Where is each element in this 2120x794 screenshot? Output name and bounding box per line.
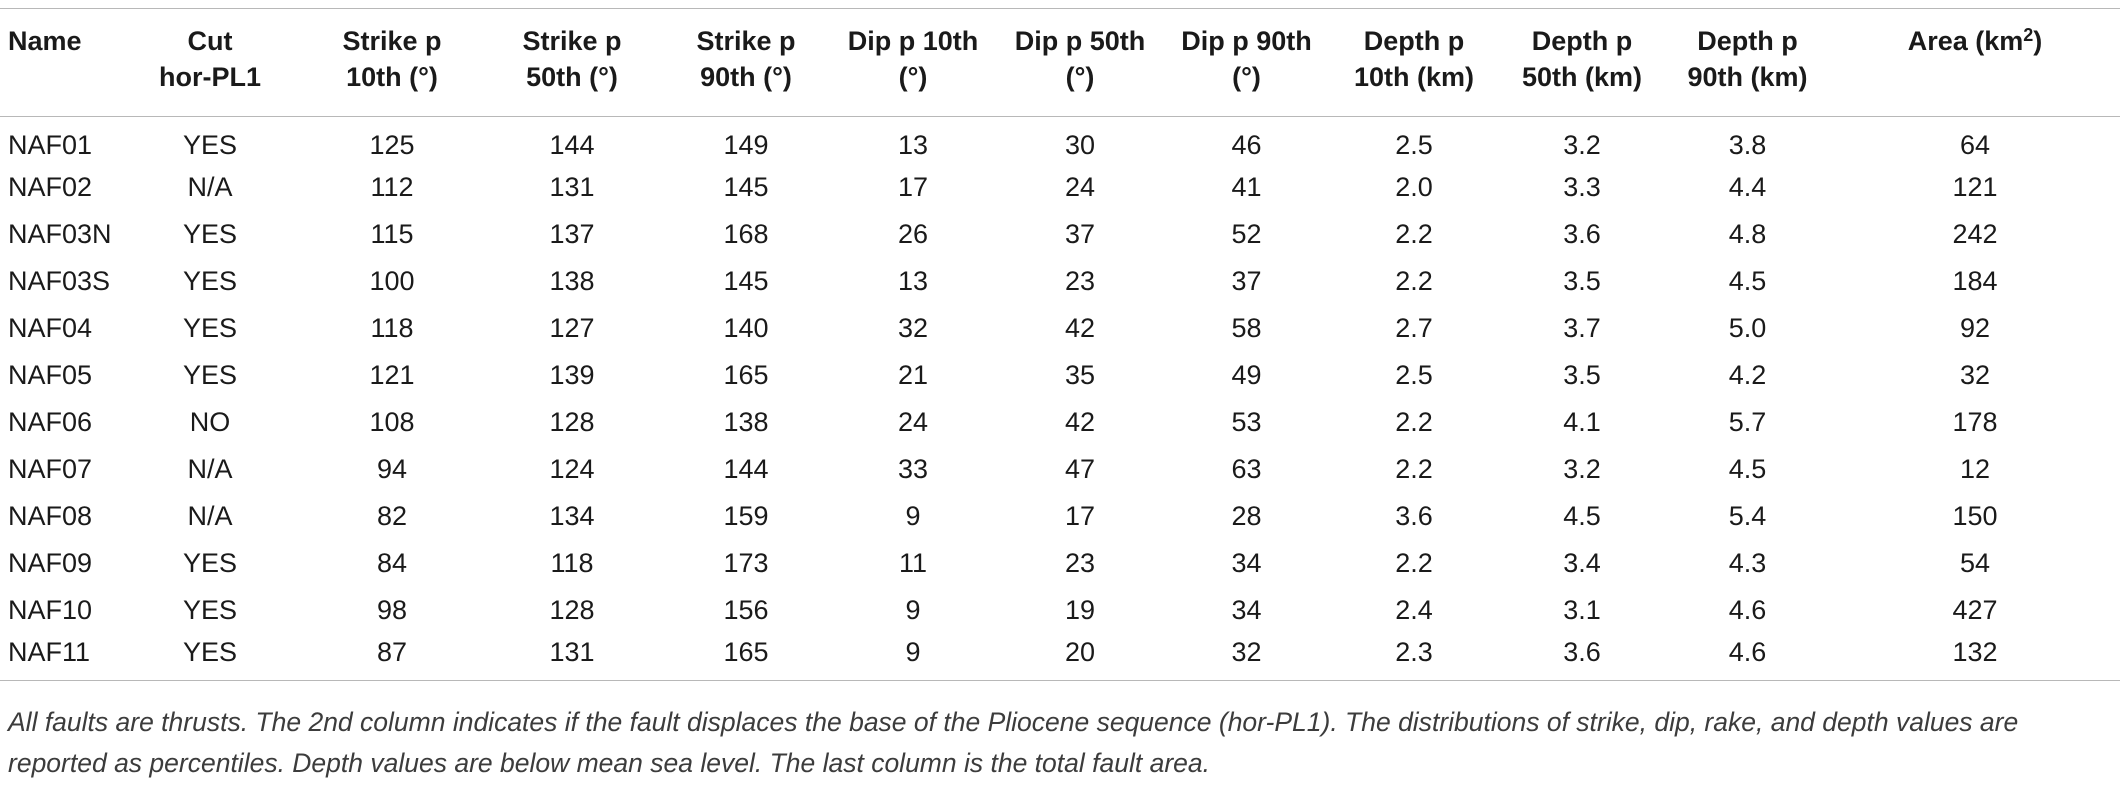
cell-strike-10: 100 (369, 265, 415, 296)
table-row (0, 211, 2120, 258)
cell-depth-10: 2.2 (1395, 453, 1433, 484)
cell-strike-90: 140 (723, 312, 769, 343)
cell-dip-10: 21 (897, 359, 929, 390)
cell-depth-10: 2.7 (1395, 312, 1433, 343)
cell-depth-90: 4.2 (1728, 359, 1767, 390)
cell-strike-50: 128 (549, 594, 595, 625)
cell-strike-50: 124 (549, 453, 595, 484)
cell-area: 178 (1952, 406, 1998, 437)
col-header-depth-10: Depth p 10th (km) (1329, 9, 1499, 117)
table-row (0, 587, 2120, 634)
cell-depth-90: 4.5 (1728, 265, 1767, 296)
cell-strike-90: 156 (723, 594, 769, 625)
cell-strike-10: 121 (369, 359, 415, 390)
cell-cut-hor-pl1: YES (182, 218, 238, 249)
cell-strike-90: 145 (723, 265, 769, 296)
cell-name: NAF07 (8, 453, 93, 484)
cell-strike-10: 87 (376, 637, 408, 668)
col-header-depth-90: Depth p 90th (km) (1665, 9, 1830, 117)
cell-depth-50: 3.6 (1563, 637, 1601, 668)
cell-dip-50: 47 (1064, 453, 1096, 484)
cell-dip-90: 34 (1231, 594, 1262, 625)
cell-dip-90: 49 (1231, 359, 1262, 390)
cell-depth-50: 4.5 (1563, 500, 1601, 531)
cell-strike-90: 168 (723, 218, 769, 249)
cell-name: NAF04 (8, 312, 93, 343)
cell-depth-90: 3.8 (1728, 129, 1767, 160)
cell-dip-10: 13 (897, 265, 929, 296)
cell-dip-90: 52 (1231, 218, 1262, 249)
cell-depth-10: 2.2 (1395, 406, 1433, 437)
cell-dip-90: 53 (1231, 406, 1262, 437)
cell-strike-90: 165 (723, 637, 769, 668)
col-header-dip-50: Dip p 50th (°) (996, 9, 1164, 117)
cell-strike-90: 145 (723, 171, 769, 202)
col-header-area: Area $(km^2)$ (1830, 9, 2120, 117)
cell-area: 184 (1952, 265, 1998, 296)
cell-area: 242 (1952, 218, 1998, 249)
cell-depth-10: 2.2 (1395, 218, 1433, 249)
cell-depth-10: 2.2 (1395, 265, 1433, 296)
cell-strike-10: 98 (376, 594, 408, 625)
cell-dip-10: 17 (897, 171, 929, 202)
cell-depth-90: 5.4 (1728, 500, 1767, 531)
cell-cut-hor-pl1: N/A (187, 500, 233, 531)
cell-dip-90: 32 (1231, 637, 1262, 668)
cell-depth-90: 4.3 (1728, 547, 1767, 578)
cell-strike-10: 94 (376, 453, 408, 484)
cell-dip-50: 19 (1064, 594, 1096, 625)
cell-dip-50: 24 (1064, 171, 1096, 202)
cell-cut-hor-pl1: YES (182, 594, 238, 625)
cell-cut-hor-pl1: YES (182, 547, 238, 578)
cell-area: 32 (1959, 359, 1991, 390)
table-row (0, 634, 2120, 681)
cell-strike-50: 139 (549, 359, 595, 390)
col-header-dip-90: Dip p 90th (°) (1164, 9, 1329, 117)
table-row (0, 493, 2120, 540)
cell-dip-90: 63 (1231, 453, 1262, 484)
cell-strike-90: 165 (723, 359, 769, 390)
cell-depth-90: 4.6 (1728, 637, 1767, 668)
cell-dip-10: 33 (897, 453, 929, 484)
cell-dip-50: 42 (1064, 312, 1096, 343)
cell-area: 64 (1959, 129, 1991, 160)
cell-dip-10: 9 (905, 594, 921, 625)
cell-area: 132 (1952, 637, 1998, 668)
table-footnote: All faults are thrusts. The 2nd column indicates if the fault displaces the base of the Pliocene sequence (hor-PL1). The distributions of strike, dip, rake, and depth values are reported as percentiles. Depth values are below mean sea level. The last column is the total fault area. (8, 707, 2019, 778)
cell-dip-50: 23 (1064, 265, 1096, 296)
cell-strike-10: 118 (370, 312, 414, 343)
cell-cut-hor-pl1: YES (182, 637, 238, 668)
cell-dip-10: 32 (897, 312, 929, 343)
cell-strike-50: 127 (549, 312, 595, 343)
cell-dip-10: 24 (897, 406, 929, 437)
cell-depth-10: 3.6 (1395, 500, 1433, 531)
cell-depth-50: 3.2 (1563, 453, 1601, 484)
cell-depth-50: 4.1 (1563, 406, 1601, 437)
cell-strike-50: 137 (549, 218, 595, 249)
cell-depth-90: 4.4 (1728, 171, 1767, 202)
cell-dip-50: 23 (1064, 547, 1096, 578)
cell-name: NAF11 (8, 637, 91, 668)
table-row (0, 117, 2120, 164)
cell-dip-50: 30 (1064, 129, 1096, 160)
cell-name: NAF03S (8, 265, 111, 296)
cell-depth-50: 3.6 (1563, 218, 1601, 249)
cell-dip-10: 26 (897, 218, 929, 249)
cell-dip-10: 9 (905, 637, 921, 668)
cell-area: 427 (1952, 594, 1998, 625)
cell-strike-90: 159 (723, 500, 769, 531)
cell-depth-10: 2.0 (1395, 171, 1433, 202)
cell-strike-10: 108 (369, 406, 415, 437)
cell-area: 92 (1959, 312, 1991, 343)
table-body (0, 117, 2120, 681)
table-row (0, 258, 2120, 305)
cell-dip-50: 20 (1064, 637, 1096, 668)
cell-strike-10: 112 (370, 171, 414, 202)
col-header-cut: Cut hor-PL1 (118, 9, 302, 117)
cell-name: NAF01 (8, 129, 93, 160)
cell-dip-10: 9 (905, 500, 921, 531)
cell-strike-10: 84 (376, 547, 408, 578)
cell-area: 121 (1952, 171, 1998, 202)
cell-strike-90: 144 (723, 453, 769, 484)
cell-name: NAF05 (8, 359, 93, 390)
col-header-strike-10: Strike p 10th (°) (302, 9, 482, 117)
cell-depth-10: 2.2 (1395, 547, 1433, 578)
header-row (0, 9, 2120, 117)
cell-depth-50: 3.4 (1563, 547, 1601, 578)
cell-dip-90: 58 (1231, 312, 1262, 343)
cell-cut-hor-pl1: N/A (187, 453, 233, 484)
table-row (0, 305, 2120, 352)
cell-cut-hor-pl1: YES (182, 359, 238, 390)
cell-strike-90: 173 (723, 547, 769, 578)
cell-cut-hor-pl1: YES (182, 129, 238, 160)
col-header-depth-50: Depth p 50th (km) (1499, 9, 1665, 117)
col-header-strike-50: Strike p 50th (°) (482, 9, 662, 117)
cell-dip-50: 42 (1064, 406, 1096, 437)
cell-strike-50: 131 (549, 637, 595, 668)
table-row (0, 446, 2120, 493)
cell-cut-hor-pl1: NO (189, 406, 231, 437)
cell-depth-90: 5.0 (1728, 312, 1767, 343)
cell-depth-90: 4.6 (1728, 594, 1767, 625)
cell-dip-90: 28 (1231, 500, 1262, 531)
table-row (0, 352, 2120, 399)
cell-strike-50: 128 (549, 406, 595, 437)
cell-strike-50: 131 (549, 171, 595, 202)
cell-strike-50: 118 (550, 547, 594, 578)
cell-depth-90: 4.5 (1728, 453, 1767, 484)
cell-area: 54 (1959, 547, 1991, 578)
cell-name: NAF09 (8, 547, 93, 578)
cell-name: NAF03N (8, 218, 112, 249)
cell-cut-hor-pl1: N/A (187, 171, 233, 202)
cell-dip-90: 46 (1231, 129, 1262, 160)
col-header-dip-10: Dip p 10th (°) (830, 9, 996, 117)
cell-strike-50: 134 (549, 500, 595, 531)
cell-name: NAF08 (8, 500, 93, 531)
cell-strike-10: 115 (370, 218, 414, 249)
cell-cut-hor-pl1: YES (182, 312, 238, 343)
cell-depth-50: 3.5 (1563, 359, 1601, 390)
cell-depth-50: 3.7 (1563, 312, 1601, 343)
fault-table (0, 8, 2120, 681)
table-row (0, 540, 2120, 587)
cell-dip-50: 35 (1064, 359, 1096, 390)
cell-depth-10: 2.5 (1395, 359, 1433, 390)
cell-strike-90: 138 (723, 406, 769, 437)
cell-dip-50: 37 (1064, 218, 1096, 249)
cell-strike-10: 125 (369, 129, 415, 160)
cell-cut-hor-pl1: YES (182, 265, 238, 296)
cell-dip-50: 17 (1064, 500, 1096, 531)
table-row (0, 399, 2120, 446)
cell-strike-90: 149 (723, 129, 769, 160)
cell-depth-50: 3.2 (1563, 129, 1601, 160)
cell-name: NAF02 (8, 171, 93, 202)
cell-depth-90: 5.7 (1728, 406, 1767, 437)
cell-dip-90: 34 (1231, 547, 1262, 578)
cell-name: NAF10 (8, 594, 93, 625)
cell-strike-50: 144 (549, 129, 595, 160)
col-header-strike-90: Strike p 90th (°) (662, 9, 830, 117)
cell-depth-10: 2.3 (1395, 637, 1433, 668)
cell-dip-90: 37 (1231, 265, 1262, 296)
cell-strike-10: 82 (376, 500, 408, 531)
cell-name: NAF06 (8, 406, 93, 437)
cell-area: 12 (1959, 453, 1991, 484)
table-row (0, 164, 2120, 211)
cell-depth-90: 4.8 (1728, 218, 1767, 249)
cell-dip-10: 13 (897, 129, 929, 160)
cell-depth-50: 3.1 (1563, 594, 1601, 625)
cell-depth-10: 2.4 (1395, 594, 1433, 625)
cell-depth-50: 3.3 (1563, 171, 1601, 202)
cell-depth-10: 2.5 (1395, 129, 1433, 160)
cell-depth-50: 3.5 (1563, 265, 1601, 296)
col-header-name: Name (0, 9, 118, 117)
cell-area: 150 (1952, 500, 1998, 531)
cell-dip-10: 11 (898, 547, 928, 578)
cell-dip-90: 41 (1231, 171, 1262, 202)
cell-strike-50: 138 (549, 265, 595, 296)
